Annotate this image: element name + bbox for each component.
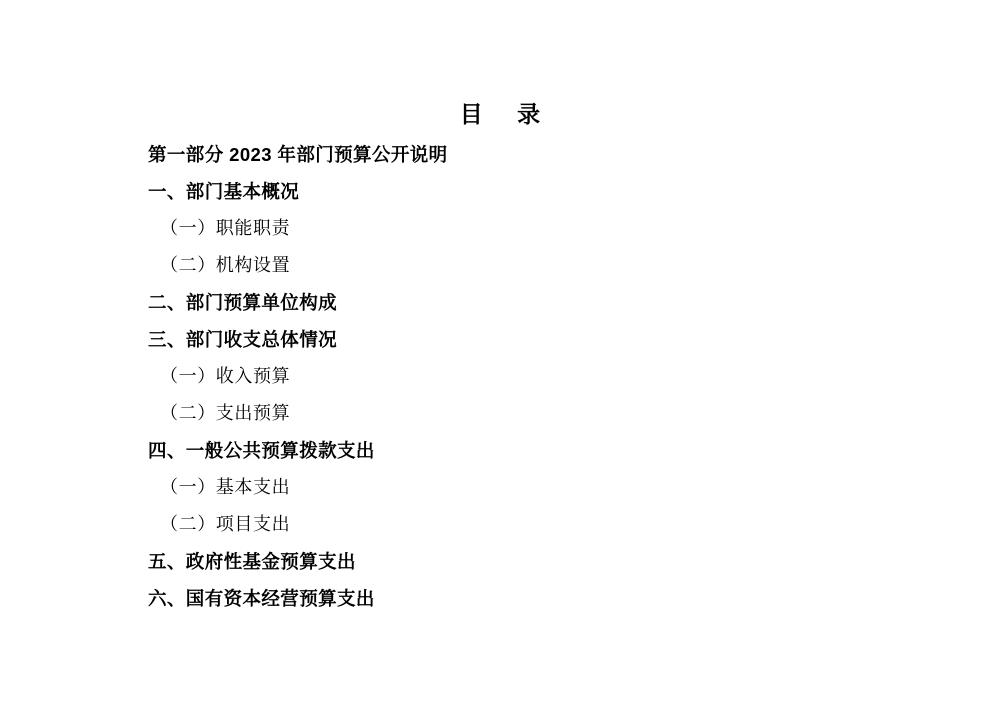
page-title: 目 录 — [459, 101, 555, 127]
toc-item[interactable]: 第一部分 2023 年部门预算公开说明 — [148, 144, 448, 165]
toc-item[interactable]: （二）机构设置 — [160, 255, 291, 275]
toc-item[interactable]: 三、部门收支总体情况 — [148, 329, 338, 350]
toc-item[interactable]: （二）项目支出 — [160, 514, 291, 534]
table-of-contents — [148, 136, 908, 617]
toc-item[interactable]: （一）职能职责 — [160, 218, 291, 238]
toc-item[interactable]: （一）收入预算 — [160, 366, 291, 386]
toc-item[interactable]: 一、部门基本概况 — [148, 181, 300, 202]
toc-item[interactable]: 二、部门预算单位构成 — [148, 292, 338, 313]
toc-item[interactable]: 四、一般公共预算拨款支出 — [148, 440, 375, 461]
toc-item[interactable]: 五、政府性基金预算支出 — [148, 551, 356, 572]
toc-item[interactable]: （一）基本支出 — [160, 477, 291, 497]
toc-item[interactable]: （二）支出预算 — [160, 403, 291, 423]
toc-item[interactable]: 六、国有资本经营预算支出 — [148, 588, 375, 609]
